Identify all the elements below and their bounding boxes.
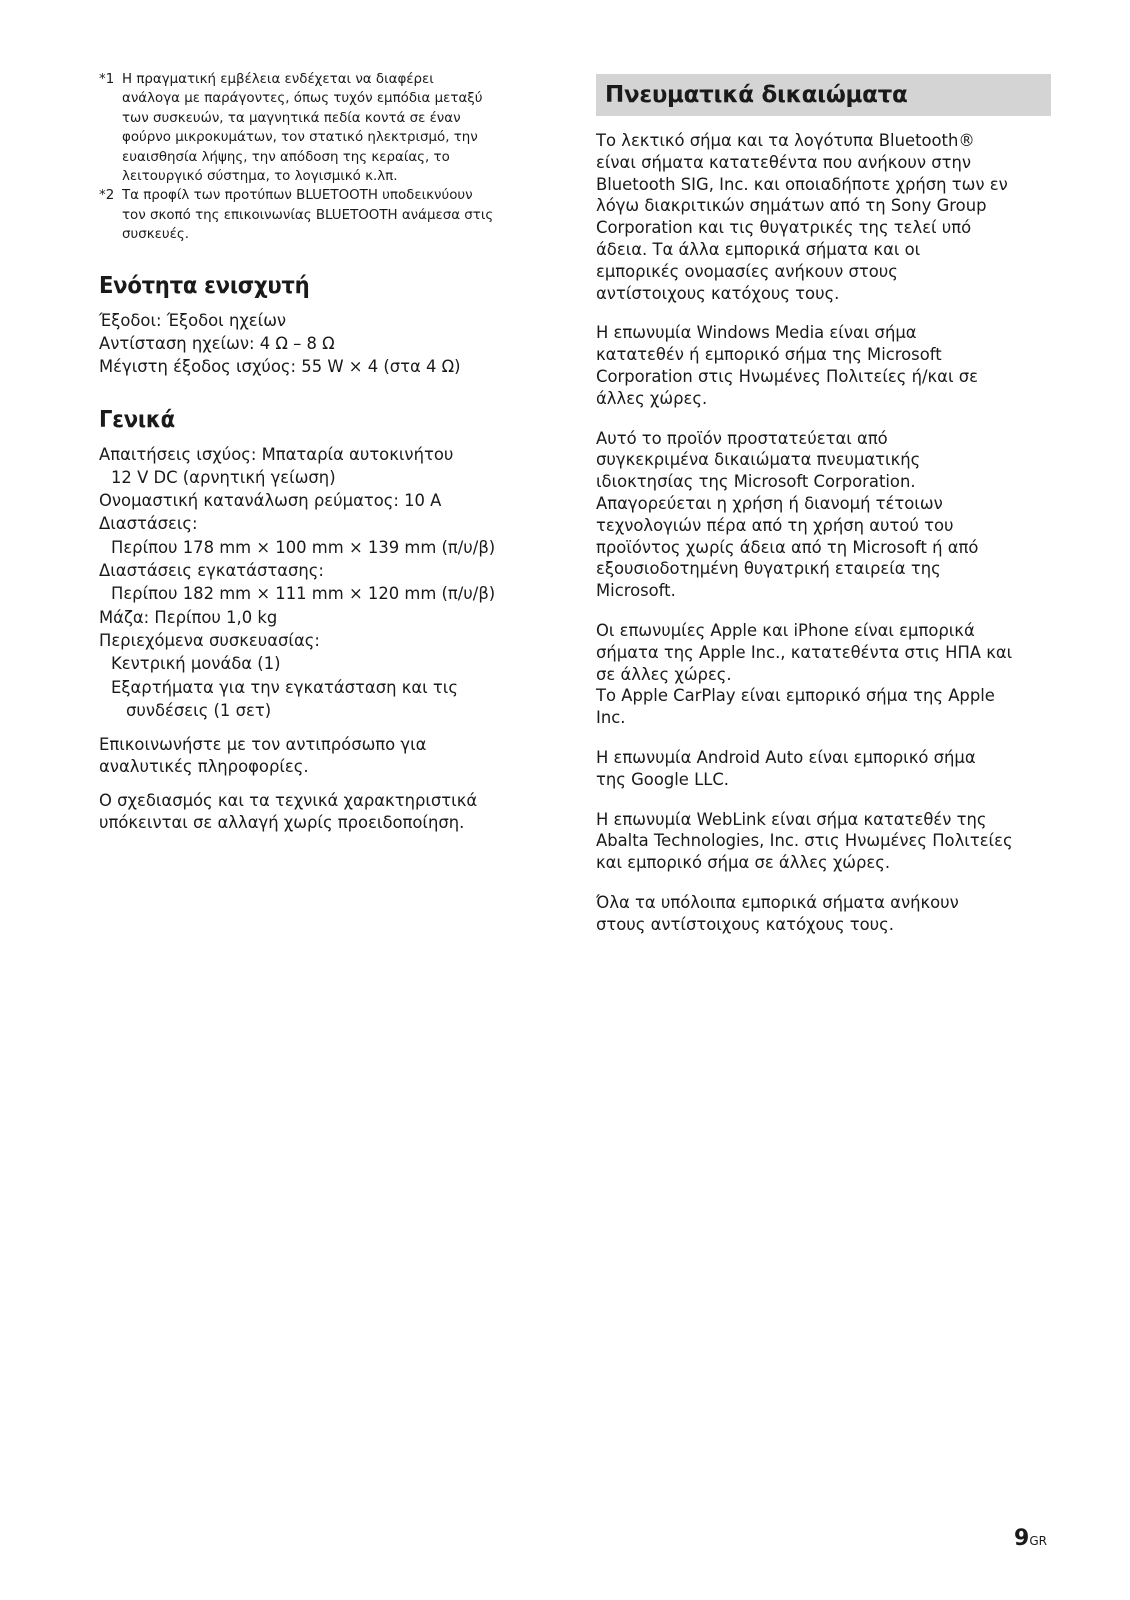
footnote-line: ανάλογα με παράγοντες, όπως τυχόν εμπόδια μεταξύ [122, 91, 483, 107]
paragraph-line: υπόκεινται σε αλλαγή χωρίς προειδοποίηση. [99, 813, 465, 833]
right-column [596, 74, 1051, 954]
copyright-paragraph [596, 322, 1051, 409]
copyright-line: είναι σήματα κατατεθέντα που ανήκουν στην [596, 152, 972, 172]
general-specs [99, 443, 554, 723]
copyright-line: στους αντίστοιχους κατόχους τους. [596, 914, 894, 934]
footnote-marker: *1 [99, 72, 115, 87]
paragraph-line: αναλυτικές πληροφορίες. [99, 757, 309, 777]
general-spec-line: Κεντρική μονάδα (1) [111, 654, 281, 674]
copyright-line: τεχνολογιών πέρα από τη χρήση αυτού του [596, 515, 954, 535]
copyright-line: προϊόντος χωρίς άδεια από τη Microsoft ή από [596, 537, 979, 557]
copyright-line: Το λεκτικό σήμα και τα λογότυπα Bluetooth® [596, 131, 975, 150]
paragraph-line: Επικοινωνήστε με τον αντιπρόσωπο για [99, 735, 427, 755]
general-spec-line: Εξαρτήματα για την εγκατάσταση και τις [111, 677, 458, 697]
copyright-paragraph [596, 130, 1051, 304]
copyright-line: συγκεκριμένα δικαιώματα πνευματικής [596, 450, 921, 470]
amplifier-section-title: Ενότητα ενισχυτή [99, 272, 310, 299]
copyright-line: Η επωνυμία Android Auto είναι εμπορικό σήμα [596, 747, 976, 767]
amplifier-spec-line: Αντίσταση ηχείων: 4 Ω – 8 Ω [99, 333, 335, 353]
copyright-line: κατατεθέν ή εμπορικό σήμα της Microsoft [596, 345, 942, 365]
amplifier-spec-line: Έξοδοι: Έξοδοι ηχείων [99, 310, 287, 330]
copyright-line: Το Apple CarPlay είναι εμπορικό σήμα της Apple [596, 686, 995, 706]
copyright-paragraph [596, 892, 1051, 936]
copyright-line: Η επωνυμία Windows Media είναι σήμα [596, 323, 917, 343]
footnotes [99, 70, 554, 245]
copyright-line: Όλα τα υπόλοιπα εμπορικά σήματα ανήκουν [596, 892, 959, 912]
general-spec-line: Μάζα: Περίπου 1,0 kg [99, 607, 278, 627]
general-spec-line: συνδέσεις (1 σετ) [126, 700, 272, 720]
page-number-value: 9 [1014, 1526, 1030, 1551]
copyright-line: Οι επωνυμίες Apple και iPhone είναι εμπορικά [596, 620, 975, 640]
footnote-line: Τα προφίλ των προτύπων BLUETOOTH υποδεικνύουν [122, 188, 473, 204]
copyright-line: Bluetooth SIG, Inc. και οποιαδήποτε χρήση των εν [596, 174, 1008, 194]
footnote-item [99, 186, 554, 244]
copyright-line: της Google LLC. [596, 769, 730, 789]
copyright-paragraph [596, 620, 1051, 729]
footnote-item [99, 70, 554, 186]
general-spec-line: Περίπου 178 mm × 100 mm × 139 mm (π/υ/β) [111, 537, 496, 557]
copyright-line: Microsoft. [596, 581, 676, 601]
paragraph-line: Ο σχεδιασμός και τα τεχνικά χαρακτηριστικά [99, 791, 478, 811]
amplifier-spec-line: Μέγιστη έξοδος ισχύος: 55 W × 4 (στα 4 Ω) [99, 357, 461, 377]
copyright-line: εξουσιοδοτημένη θυγατρική εταιρεία της [596, 559, 941, 579]
footnote-line: Η πραγματική εμβέλεια ενδέχεται να διαφέρει [122, 72, 434, 87]
left-column [99, 70, 554, 834]
general-spec-line: Διαστάσεις: [99, 514, 198, 534]
copyright-paragraph [596, 809, 1051, 874]
copyright-paragraph [596, 428, 1051, 602]
copyright-line: λόγω διακριτικών σημάτων από τη Sony Group [596, 196, 987, 216]
footnote-line: τον σκοπό της επικοινωνίας BLUETOOTH ανάμεσα στις [122, 207, 494, 223]
footnote-line: φούρνο μικροκυμάτων, τον στατικό ηλεκτρισμό, την [122, 130, 478, 146]
general-spec-line: Περίπου 182 mm × 111 mm × 120 mm (π/υ/β) [111, 584, 496, 604]
general-spec-line: Διαστάσεις εγκατάστασης: [99, 561, 324, 581]
copyrights-section-title: Πνευματικά δικαιώματα [596, 74, 1051, 116]
copyright-line: Corporation και τις θυγατρικές της τελεί υπό [596, 218, 972, 238]
footnote-line: των συσκευών, τα μαγνητικά πεδία κοντά σε έναν [122, 110, 461, 126]
copyright-line: αντίστοιχους κατόχους τους. [596, 283, 840, 303]
general-spec-line: Περιεχόμενα συσκευασίας: [99, 630, 320, 650]
general-spec-line: Ονομαστική κατανάλωση ρεύματος: 10 A [99, 491, 442, 511]
copyright-line: Απαγορεύεται η χρήση ή διανομή τέτοιων [596, 493, 943, 513]
copyright-line: ιδιοκτησίας της Microsoft Corporation. [596, 472, 916, 492]
footnote-line: λειτουργικό σύστημα, το λογισμικό κ.λπ. [122, 169, 398, 185]
copyright-line: εμπορικές ονομασίες ανήκουν στους [596, 261, 898, 281]
copyright-line: σήματα της Apple Inc., κατατεθέντα στις ΗΠΑ και [596, 642, 1013, 662]
footnote-line: συσκευές. [122, 227, 189, 243]
general-spec-line: Απαιτήσεις ισχύος: Μπαταρία αυτοκινήτου [99, 444, 454, 464]
design-change-note [99, 790, 554, 834]
copyright-line: Corporation στις Ηνωμένες Πολιτείες ή/και σε [596, 366, 978, 386]
general-section-title: Γενικά [99, 406, 175, 433]
copyright-line: Inc. [596, 708, 626, 728]
copyright-line: Abalta Technologies, Inc. στις Ηνωμένες Πολιτείες [596, 831, 1013, 851]
footnote-marker: *2 [99, 188, 115, 204]
copyright-line: άλλες χώρες. [596, 388, 708, 408]
contact-dealer-note [99, 734, 554, 778]
copyright-line: άδεια. Τα άλλα εμπορικά σήματα και οι [596, 239, 921, 259]
footnote-line: ευαισθησία λήψης, την απόδοση της κεραίας, το [122, 149, 450, 165]
amplifier-specs [99, 309, 554, 379]
page-language-code: GR [1029, 1534, 1047, 1548]
copyrights-paragraphs [596, 130, 1051, 936]
copyright-line: Η επωνυμία WebLink είναι σήμα κατατεθέν της [596, 809, 987, 829]
copyright-line: και εμπορικό σήμα σε άλλες χώρες. [596, 853, 891, 873]
copyright-line: σε άλλες χώρες. [596, 664, 732, 684]
page-number [1014, 1526, 1047, 1551]
copyright-paragraph [596, 747, 1051, 791]
general-spec-line: 12 V DC (αρνητική γείωση) [111, 467, 336, 487]
copyright-line: Αυτό το προϊόν προστατεύεται από [596, 428, 888, 448]
